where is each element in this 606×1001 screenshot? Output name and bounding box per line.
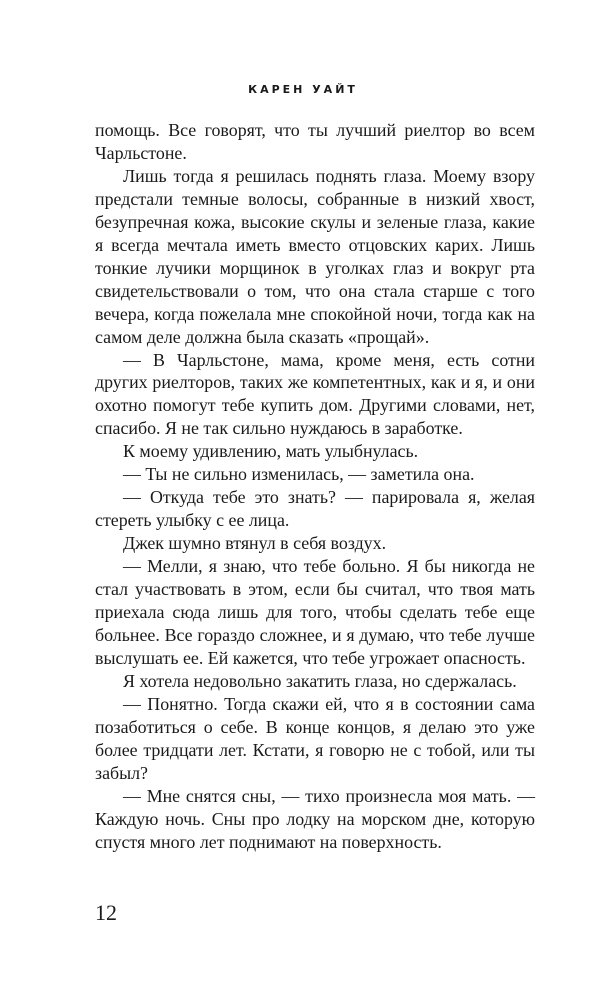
paragraph-continuation: помощь. Все говорят, что ты лучший риелтор во всем Чарльстоне. (95, 120, 535, 163)
paragraph-dialogue: — Ты не сильно изменилась, — заметила она. (123, 464, 475, 485)
paragraph: Лишь тогда я решилась поднять глаза. Моему взору предстали темные волосы, собранные в низкий хвост, безупречная кожа, высокие скулы и зеленые глаза, какие я всегда мечтала иметь вместо отцовских карих. Лишь тонкие лучики морщинок в уголках глаз и вокруг рта свидетельствовали о том, что она стала старше с того вечера, когда пожелала мне спокойной ночи, тогда как на самом деле должна была сказать «прощай». (95, 165, 535, 347)
paragraph-dialogue: — В Чарльстоне, мама, кроме меня, есть сотни других риелторов, таких же компетентных, как и я, и они охотно помогут тебе купить дом. Другими словами, нет, спасибо. Я не так сильно нуждаюсь в заработке. (95, 349, 535, 439)
paragraph: К моему удивлению, мать улыбнулась. (123, 441, 419, 462)
paragraph-dialogue: — Мелли, я знаю, что тебе больно. Я бы никогда не стал участвовать в этом, если бы считал, что твоя мать приехала сюда лишь для того, чтобы сделать тебе еще больнее. Все гораздо сложнее, и я думаю, что тебе лучше выслушать ее. Ей кажется, что тебе угрожает опасность. (95, 556, 535, 668)
paragraph-dialogue: — Мне снятся сны, — тихо произнесла моя мать. — Каждую ночь. Сны про лодку на морском дне, которую спустя много лет поднимают на поверхность. (95, 785, 535, 852)
paragraph-dialogue: — Откуда тебе это знать? — парировала я, желая стереть улыбку с ее лица. (95, 487, 535, 531)
paragraph: Джек шумно втянул в себя воздух. (123, 533, 387, 554)
paragraph: Я хотела недовольно закатить глаза, но сдержалась. (123, 670, 517, 691)
running-header-author: КАРЕН УАЙТ (248, 83, 358, 96)
body-text (95, 119, 535, 854)
paragraph-dialogue: — Понятно. Тогда скажи ей, что я в состоянии сама позаботиться о себе. В конце концов, я делаю это уже более тридцати лет. Кстати, я говорю не с тобой, или ты забыл? (95, 693, 535, 783)
page-number: 12 (95, 900, 117, 925)
